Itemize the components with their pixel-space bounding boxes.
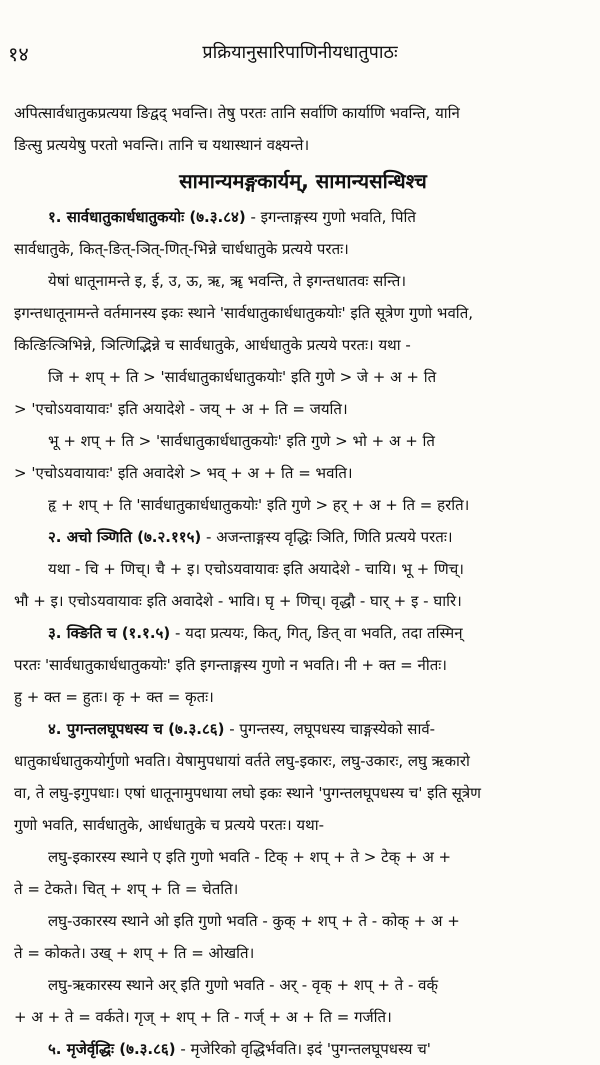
text-line [14,809,592,841]
text-line [14,841,592,873]
text-line [14,585,592,617]
text-line [14,937,592,969]
text-line [14,329,592,361]
text-line [14,457,592,489]
line-text: सार्वधातुके, कित्-ङित्-ञित्-णित्-भिन्ने चार्धधातुके प्रत्यये परतः। [14,240,349,258]
text-line [14,745,592,777]
line-text: धातुकार्धधातुकयोर्गुणो भवति। येषामुपधायां वर्तते लघु-इकारः, लघु-उकारः, लघु ऋकारो [14,752,470,770]
line-text: वा, ते लघु-इगुपधाः। एषां धातूनामुपधाया लघो इकः स्थाने 'पुगन्तलघूपधस्य च' इति सूत्रेण [14,784,481,802]
line-text: ङित्सु प्रत्ययेषु परतो भवन्ति। तानि च यथास्थानं वक्ष्यन्ते। [14,136,310,154]
line-text: गुणो भवति, सार्वधातुके, आर्धधातुके च प्रत्यये परतः। यथा- [14,816,325,834]
line-text: परतः 'सार्वधातुकार्धधातुकयोः' इति इगन्ताङ्गस्य गुणो न भवति। नी + क्त = नीतः। [14,656,447,674]
line-text: - इगन्ताङ्गस्य गुणो भवति, पिति [245,208,416,226]
sutra-label: ५. मृजेर्वृद्धिः (७.३.८६) [48,1040,176,1058]
text-line [14,1001,592,1033]
text-line [14,393,592,425]
sutra-line [14,521,592,553]
text-line [14,361,592,393]
line-text: - मृजेरिको वृद्धिर्भवति। इदं 'पुगन्तलघूपधस्य च' [175,1040,431,1058]
line-text: लघु-उकारस्य स्थाने ओ इति गुणो भवति - कुक् + शप् + ते - कोक् + अ + [48,912,460,930]
line-text: > 'एचोऽयवायावः' इति अयादेशे - जय् + अ + ति = जयति। [14,400,348,418]
text-line [14,489,592,521]
sutra-label: १. सार्वधातुकार्धधातुकयोः (७.३.८४) [48,208,246,226]
text-line [14,649,592,681]
text-line [14,233,592,265]
line-text: भौ + इ। एचोऽयवायावः इति अवादेशे - भावि। घृ + णिच्। वृद्धौ - घार् + इ - घारि। [14,592,462,610]
line-text: अपित्सार्वधातुकप्रत्यया ङिद्वद् भवन्ति। तेषु परतः तानि सर्वाणि कार्याणि भवन्ति, यानि [14,104,460,122]
section-heading: सामान्यमङ्गकार्यम्, सामान्यसन्धिश्च [179,169,427,193]
text-line [14,97,592,129]
sutra-line [14,201,592,233]
text-line [14,425,592,457]
line-text: कित्ङित्ञिभिन्ने, ञित्णिद्भिन्ने च सार्वधातुके, आर्धधातुके प्रत्यये परतः। यथा - [14,336,411,354]
line-text: - पुगन्तस्य, लघूपधस्य चाङ्गस्येको सार्व- [224,720,436,738]
line-text: हु + क्त = हुतः। कृ + क्त = कृतः। [14,688,214,706]
line-text: - यदा प्रत्ययः, कित्, गित्, ङित् वा भवति, तदा तस्मिन् [170,624,463,642]
text-line [14,553,592,585]
text-line [14,265,592,297]
sutra-line [14,1033,592,1065]
text-line [14,777,592,809]
line-text: लघु-इकारस्य स्थाने ए इति गुणो भवति - टिक् + शप् + ते > टेक् + अ + [48,848,452,866]
line-text: - अजन्ताङ्गस्य वृद्धिः ञिति, णिति प्रत्यये परतः। [201,528,453,546]
line-text: लघु-ऋकारस्य स्थाने अर् इति गुणो भवति - अर् - वृक् + शप् + ते - वर्क् [48,976,439,994]
text-line [14,297,592,329]
line-text: > 'एचोऽयवायावः' इति अवादेशे > भव् + अ + ति = भवति। [14,464,353,482]
text-line [14,681,592,713]
line-text: येषां धातूनामन्ते इ, ई, उ, ऊ, ऋ, ॠ भवन्ति, ते इगन्तधातवः सन्ति। [48,272,407,290]
line-text: इगन्तधातूनामन्ते वर्तमानस्य इकः स्थाने 'सार्वधातुकार्धधातुकयोः' इति सूत्रेण गुणो भवति, [14,304,474,322]
page-header [8,40,592,68]
text-line [14,969,592,1001]
running-title: प्रक्रियानुसारिपाणिनीयधातुपाठः [202,42,398,63]
sutra-line [14,617,592,649]
sutra-label: ४. पुगन्तलघूपधस्य च (७.३.८६) [48,720,225,738]
sutra-label: २. अचो ञ्णिति (७.२.११५) [48,528,202,546]
line-text: ते = टेकते। चित् + शप् + ति = चेतति। [14,880,239,898]
text-line [14,873,592,905]
sutra-label: ३. क्ङिति च (१.१.५) [48,624,171,642]
line-text: + अ + ते = वर्कते। गृज् + शप् + ति - गर्ज् + अ + ति = गर्जति। [14,1008,392,1026]
line-text: भू + शप् + ति > 'सार्वधातुकार्धधातुकयोः' इति गुणे > भो + अ + ति [48,432,435,450]
sutra-line [14,713,592,745]
page-body [14,97,592,1065]
line-text: हृ + शप् + ति 'सार्वधातुकार्धधातुकयोः' इति गुणे > हर् + अ + ति = हरति। [48,496,470,514]
page-number: १४ [8,42,29,66]
text-line [14,905,592,937]
line-text: जि + शप् + ति > 'सार्वधातुकार्धधातुकयोः' इति गुणे > जे + अ + ति [48,368,437,386]
text-line [14,129,592,161]
line-text: यथा - चि + णिच्। चै + इ। एचोऽयवायावः इति अयादेशे - चायि। भू + णिच्। [48,560,464,578]
line-text: ते = कोकते। उख् + शप् + ति = ओखति। [14,944,255,962]
